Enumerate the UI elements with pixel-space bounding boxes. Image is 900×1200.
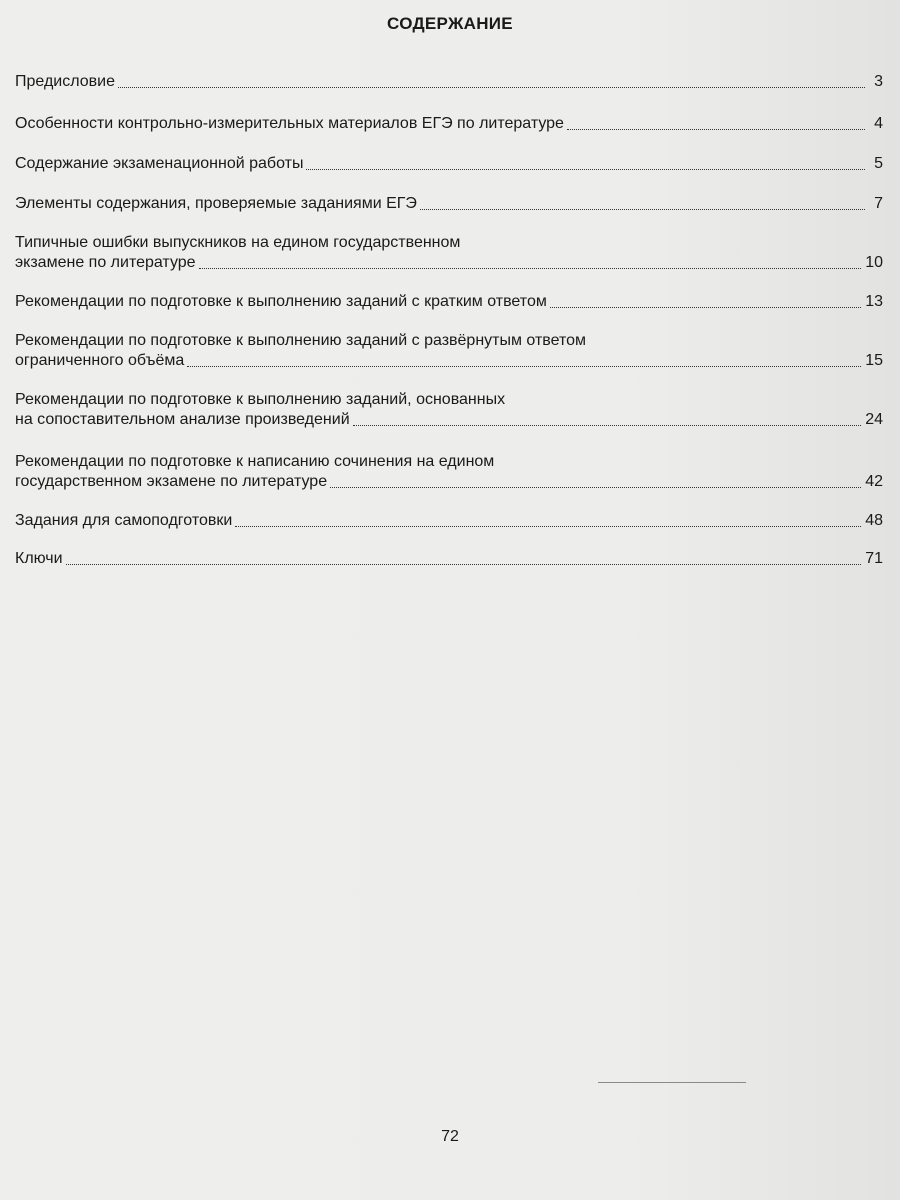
toc-entry-kim-features[interactable] bbox=[15, 114, 883, 134]
toc-entry-title: экзамене по литературе bbox=[15, 254, 196, 271]
toc-entry-title: ограниченного объёма bbox=[15, 352, 185, 369]
dot-leader bbox=[66, 564, 862, 565]
toc-entry-page: 4 bbox=[874, 115, 883, 132]
toc-entry-self-study[interactable] bbox=[15, 511, 883, 531]
dot-leader bbox=[306, 169, 865, 170]
toc-entry-title: Содержание экзаменационной работы bbox=[15, 155, 304, 172]
toc-entry-title: Рекомендации по подготовке к выполнению заданий с кратким ответом bbox=[15, 293, 547, 310]
toc-entry-typical-errors[interactable] bbox=[15, 233, 883, 273]
toc-entry-page: 13 bbox=[865, 293, 883, 310]
dot-leader bbox=[353, 425, 862, 426]
dot-leader bbox=[420, 209, 865, 210]
toc-entry-title-line1: Рекомендации по подготовке к написанию сочинения на едином bbox=[15, 453, 495, 470]
toc-entry-content-elements[interactable] bbox=[15, 194, 883, 214]
toc-entry-extended-answer[interactable] bbox=[15, 331, 883, 371]
toc-entry-comparative-analysis[interactable] bbox=[15, 390, 883, 430]
toc-entry-keys[interactable] bbox=[15, 549, 883, 569]
toc-entry-title: Элементы содержания, проверяемые заданиями ЕГЭ bbox=[15, 195, 417, 212]
toc-entry-page: 3 bbox=[874, 73, 883, 90]
toc-entry-page: 42 bbox=[865, 473, 883, 490]
toc-entry-page: 7 bbox=[874, 195, 883, 212]
toc-entry-title: государственном экзамене по литературе bbox=[15, 473, 328, 490]
dot-leader bbox=[550, 307, 861, 308]
toc-entry-page: 10 bbox=[865, 254, 883, 271]
toc-title: СОДЕРЖАНИЕ bbox=[387, 14, 513, 33]
toc-entry-title-line1: Типичные ошибки выпускников на едином государственном bbox=[15, 234, 461, 251]
dot-leader bbox=[235, 526, 861, 527]
toc-entry-title: Особенности контрольно-измерительных материалов ЕГЭ по литературе bbox=[15, 115, 564, 132]
footer-divider bbox=[598, 1082, 746, 1083]
toc-entry-preface[interactable] bbox=[15, 72, 883, 92]
toc-entry-page: 15 bbox=[865, 352, 883, 369]
dot-leader bbox=[199, 268, 862, 269]
dot-leader bbox=[118, 87, 865, 88]
toc-entry-essay[interactable] bbox=[15, 452, 883, 492]
toc-entry-short-answer[interactable] bbox=[15, 292, 883, 312]
page-number: 72 bbox=[441, 1128, 459, 1145]
toc-entry-exam-content[interactable] bbox=[15, 154, 883, 174]
dot-leader bbox=[567, 129, 865, 130]
toc-entry-page: 71 bbox=[865, 550, 883, 567]
toc-entry-page: 5 bbox=[874, 155, 883, 172]
toc-entry-title: Ключи bbox=[15, 550, 63, 567]
toc-entry-title-line1: Рекомендации по подготовке к выполнению заданий с развёрнутым ответом bbox=[15, 332, 587, 349]
toc-entry-page: 24 bbox=[865, 411, 883, 428]
dot-leader bbox=[330, 487, 861, 488]
toc-entry-title: на сопоставительном анализе произведений bbox=[15, 411, 350, 428]
toc-entry-page: 48 bbox=[865, 512, 883, 529]
toc-entry-title: Задания для самоподготовки bbox=[15, 512, 233, 529]
toc-entry-title-line1: Рекомендации по подготовке к выполнению заданий, основанных bbox=[15, 391, 506, 408]
toc-entry-title: Предисловие bbox=[15, 73, 115, 90]
dot-leader bbox=[187, 366, 861, 367]
